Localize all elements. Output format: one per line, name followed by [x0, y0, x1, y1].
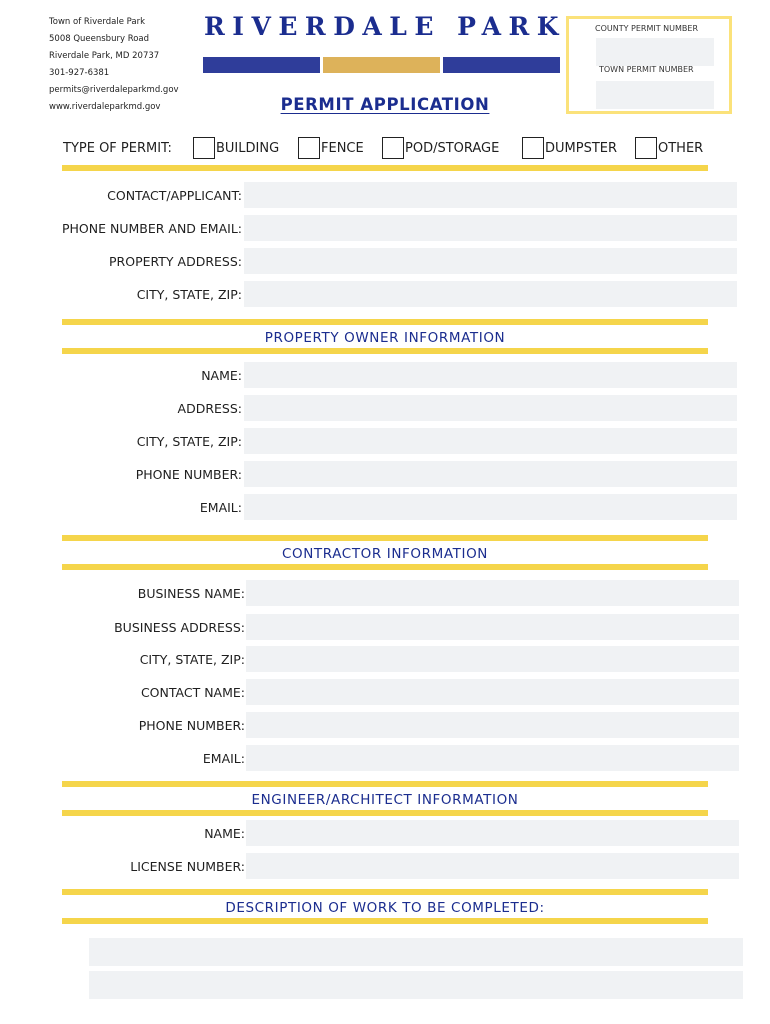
- brand-bar-middle: [323, 57, 440, 73]
- engineer-name-label: NAME:: [204, 826, 245, 841]
- business-name-input[interactable]: [246, 580, 739, 606]
- owner-email-input[interactable]: [244, 494, 737, 520]
- building-checkbox[interactable]: [193, 137, 215, 159]
- permit-type-label: TYPE OF PERMIT:: [63, 141, 172, 156]
- divider: [62, 165, 708, 171]
- engineer-name-input[interactable]: [246, 820, 739, 846]
- contractor-section-title: CONTRACTOR INFORMATION: [281, 546, 489, 562]
- contact-name-input[interactable]: [246, 679, 739, 705]
- other-label: OTHER: [658, 141, 704, 156]
- city-state-zip: Riverdale Park, MD 20737: [49, 51, 160, 61]
- divider: [62, 348, 708, 354]
- owner-name-input[interactable]: [244, 362, 737, 388]
- license-number-label: LICENSE NUMBER:: [130, 859, 245, 874]
- contact-applicant-label: CONTACT/APPLICANT:: [107, 188, 242, 203]
- owner-address-input[interactable]: [244, 395, 737, 421]
- other-checkbox[interactable]: [635, 137, 657, 159]
- county-permit-label: COUNTY PERMIT NUMBER: [595, 24, 699, 33]
- phone-email-label: PHONE NUMBER AND EMAIL:: [61, 221, 242, 236]
- town-phone: 301-927-6381: [49, 68, 110, 78]
- owner-address-label: ADDRESS:: [177, 401, 242, 416]
- town-permit-input[interactable]: [596, 81, 714, 109]
- dumpster-checkbox[interactable]: [522, 137, 544, 159]
- business-address-label: BUSINESS ADDRESS:: [114, 620, 245, 635]
- business-name-label: BUSINESS NAME:: [137, 586, 245, 601]
- contractor-phone-label: PHONE NUMBER:: [138, 718, 245, 733]
- divider: [62, 535, 708, 541]
- owner-phone-label: PHONE NUMBER:: [135, 467, 242, 482]
- property-address-label: PROPERTY ADDRESS:: [109, 254, 242, 269]
- divider: [62, 810, 708, 816]
- license-number-input[interactable]: [246, 853, 739, 879]
- brand-bar-left: [203, 57, 320, 73]
- owner-section-title: PROPERTY OWNER INFORMATION: [264, 330, 506, 346]
- owner-name-label: NAME:: [201, 368, 242, 383]
- town-permit-label: TOWN PERMIT NUMBER: [599, 65, 694, 74]
- permit-number-box: [566, 16, 732, 114]
- divider: [62, 564, 708, 570]
- description-line-2[interactable]: [89, 971, 743, 999]
- street-address: 5008 Queensbury Road: [49, 34, 150, 44]
- pod-storage-label: POD/STORAGE: [405, 141, 500, 156]
- town-email: permits@riverdaleparkmd.gov: [49, 85, 179, 95]
- owner-city-state-zip-input[interactable]: [244, 428, 737, 454]
- contractor-city-state-zip-label: CITY, STATE, ZIP:: [139, 652, 245, 667]
- owner-email-label: EMAIL:: [199, 500, 242, 515]
- divider: [62, 918, 708, 924]
- business-address-input[interactable]: [246, 614, 739, 640]
- divider: [62, 889, 708, 895]
- contact-name-label: CONTACT NAME:: [140, 685, 245, 700]
- phone-email-input[interactable]: [244, 215, 737, 241]
- page-title: PERMIT APPLICATION: [280, 95, 490, 114]
- property-address-input[interactable]: [244, 248, 737, 274]
- contractor-email-label: EMAIL:: [202, 751, 245, 766]
- contractor-phone-input[interactable]: [246, 712, 739, 738]
- town-website: www.riverdaleparkmd.gov: [49, 102, 161, 112]
- divider: [62, 319, 708, 325]
- owner-phone-input[interactable]: [244, 461, 737, 487]
- pod-storage-checkbox[interactable]: [382, 137, 404, 159]
- dumpster-label: DUMPSTER: [545, 141, 618, 156]
- contractor-city-state-zip-input[interactable]: [246, 646, 739, 672]
- contact-city-state-zip-label: CITY, STATE, ZIP:: [136, 287, 242, 302]
- divider: [62, 781, 708, 787]
- contact-applicant-input[interactable]: [244, 182, 737, 208]
- fence-label: FENCE: [321, 141, 364, 156]
- engineer-section-title: ENGINEER/ARCHITECT INFORMATION: [251, 792, 519, 808]
- county-permit-input[interactable]: [596, 38, 714, 66]
- description-line-1[interactable]: [89, 938, 743, 966]
- owner-city-state-zip-label: CITY, STATE, ZIP:: [136, 434, 242, 449]
- building-label: BUILDING: [216, 141, 280, 156]
- brand-bar-right: [443, 57, 560, 73]
- fence-checkbox[interactable]: [298, 137, 320, 159]
- brand-title: RIVERDALE PARK: [204, 12, 566, 41]
- town-name: Town of Riverdale Park: [49, 17, 146, 27]
- description-section-title: DESCRIPTION OF WORK TO BE COMPLETED:: [225, 900, 545, 916]
- contact-city-state-zip-input[interactable]: [244, 281, 737, 307]
- contractor-email-input[interactable]: [246, 745, 739, 771]
